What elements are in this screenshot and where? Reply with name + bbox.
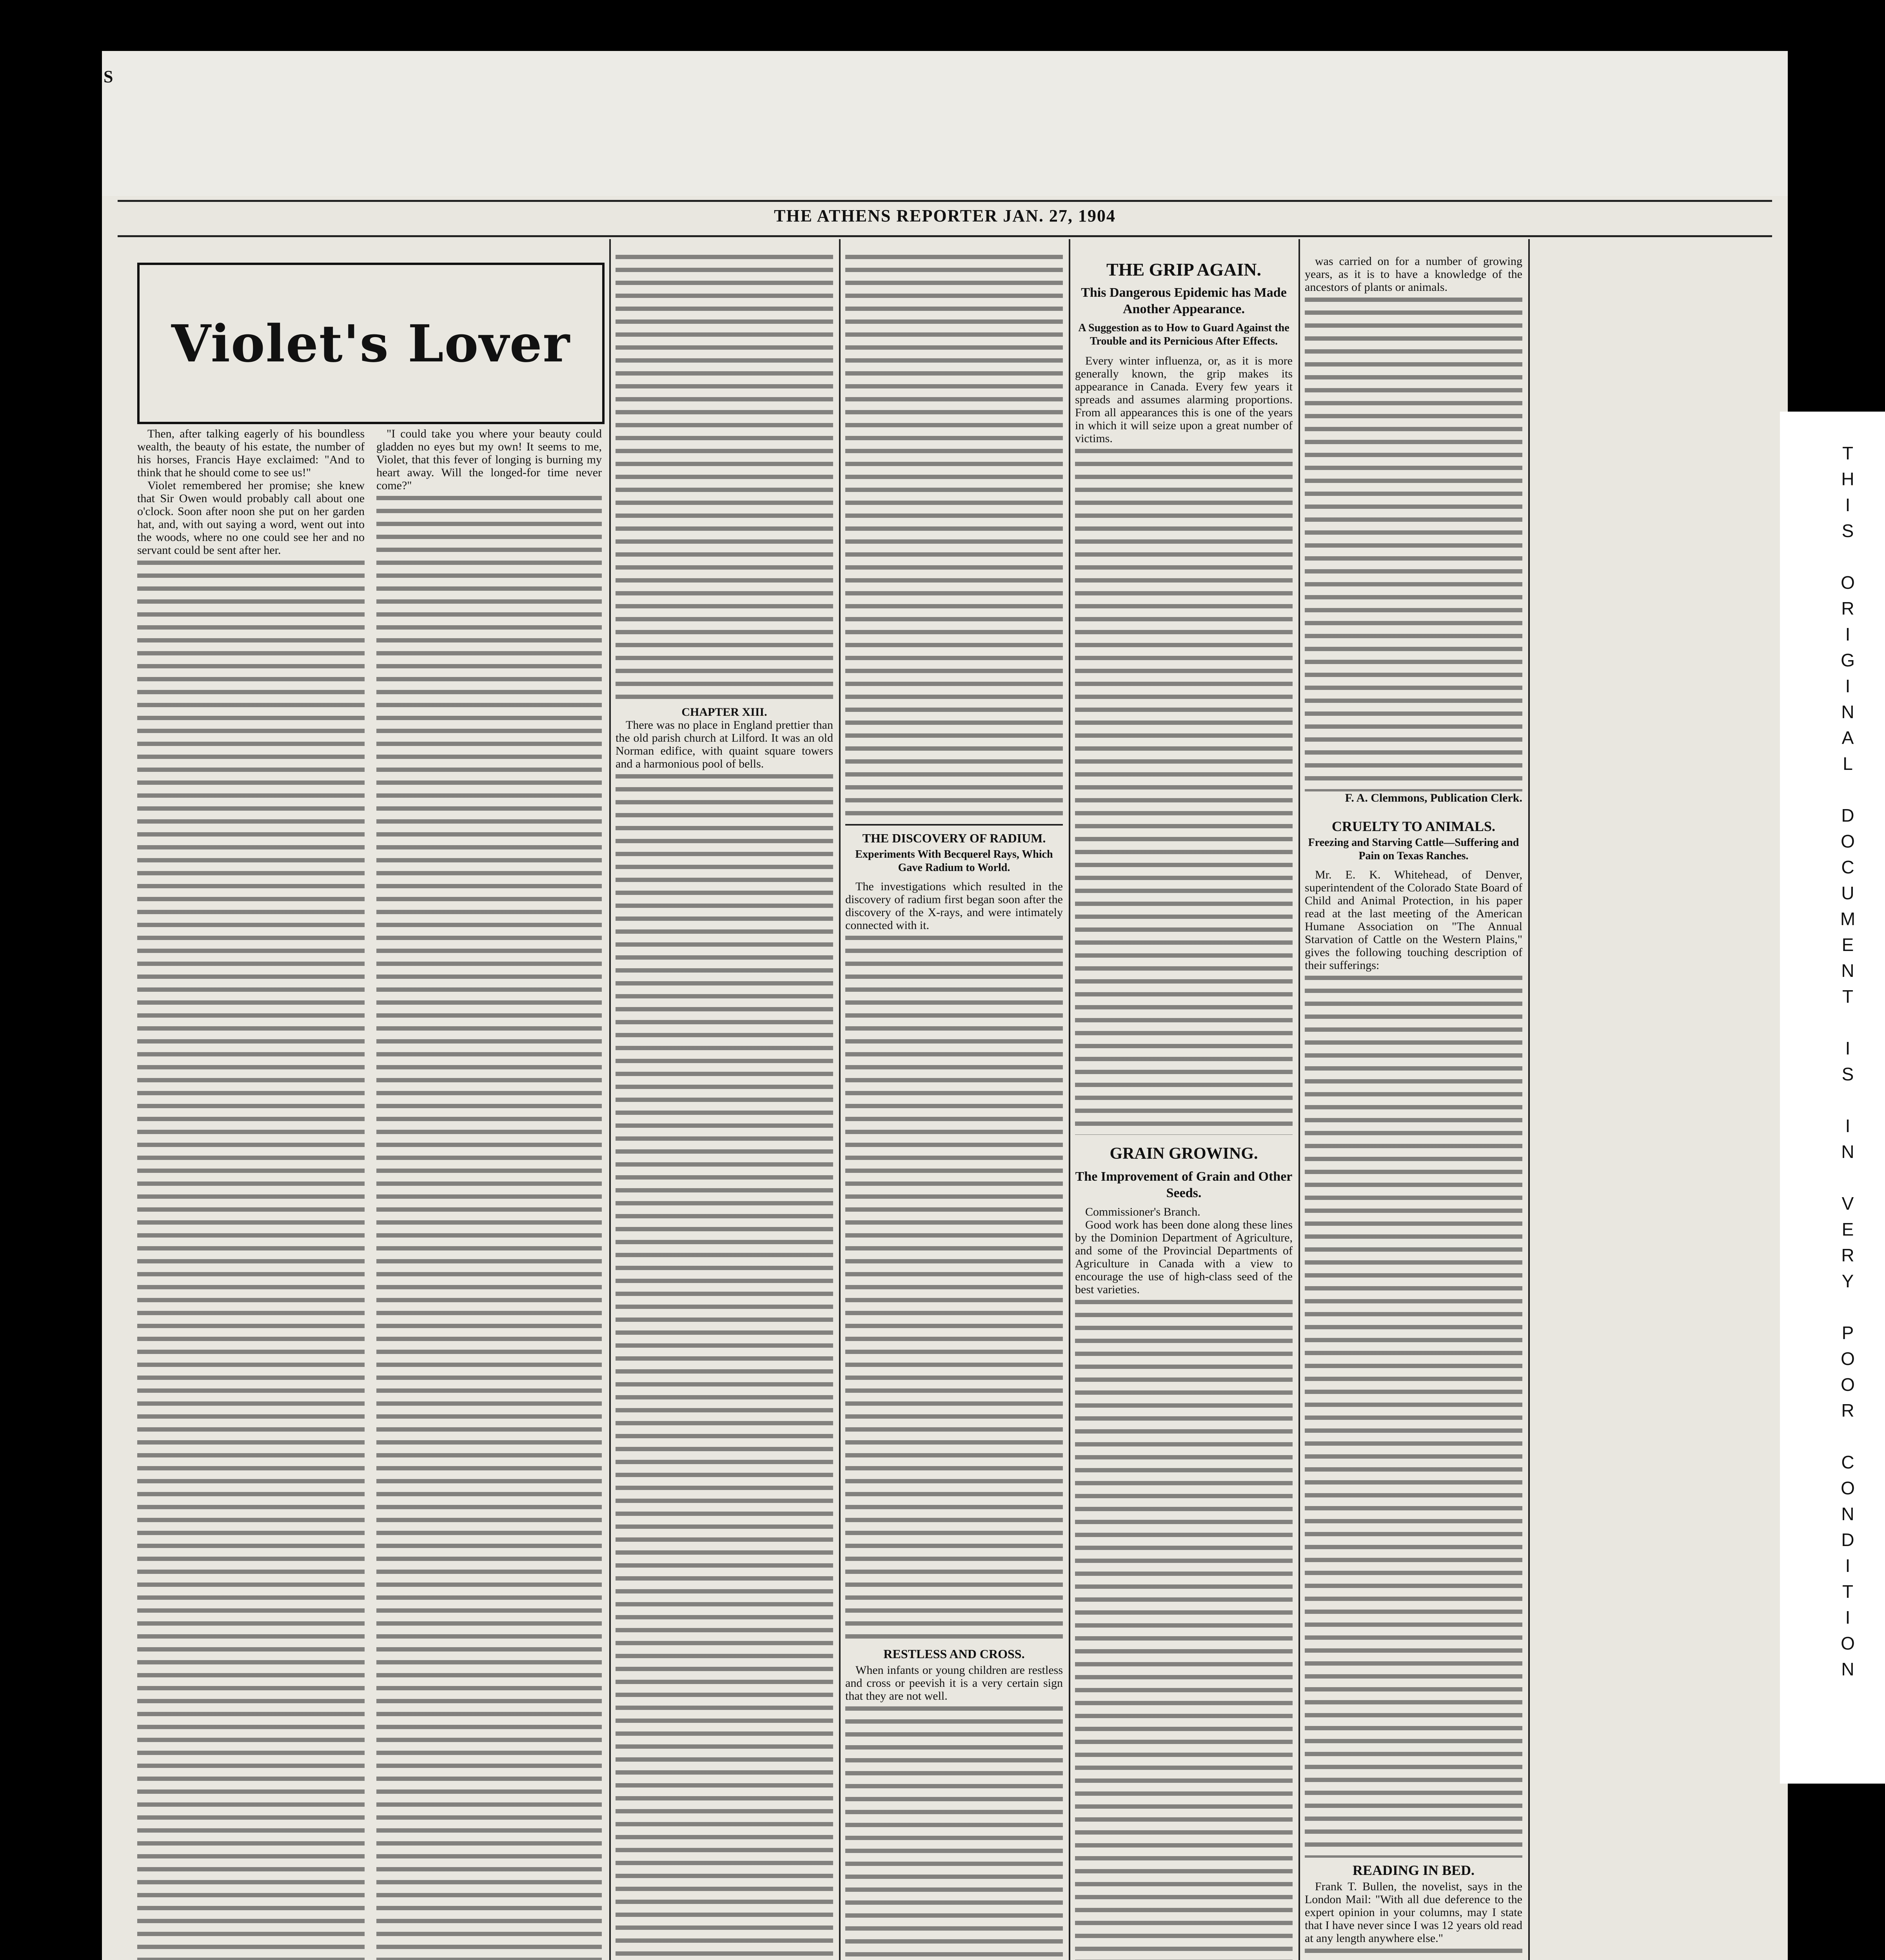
chapter-heading: CHAPTER XIII. xyxy=(681,706,767,719)
radium-title: THE DISCOVERY OF RADIUM. xyxy=(862,831,1046,845)
illegible-text-block xyxy=(845,1706,1063,1960)
story-paragraph: Violet remembered her promise; she knew that Sir Owen would probably call about one o'clock. Soon after noon she put on her garden hat, and, with out saying a word, went out into the woods, where no one could see her and no servant could be sent after her. xyxy=(137,479,365,557)
grain-text: Good work has been done along these lines by the Dominion Department of Agriculture, and some of the Provincial Departments of Agriculture in Canada with a view to encourage the use of high-class seed of the best varieties. xyxy=(1075,1218,1293,1296)
cruelty-subtitle: Freezing and Starving Cattle—Suffering and Pain on Texas Ranches. xyxy=(1308,837,1519,862)
grip-title: THE GRIP AGAIN. xyxy=(1106,260,1261,279)
restless-text: When infants or young children are restless and cross or peevish it is a very certain sign that they are not well. xyxy=(845,1664,1063,1702)
radium-text: The investigations which resulted in the discovery of radium first began soon after the discovery of the X-rays, and were intimately connected with it. xyxy=(845,880,1063,932)
illegible-text-block xyxy=(616,774,833,1960)
grip-lead: A Suggestion as to How to Guard Against the Trouble and its Pernicious After Effects. xyxy=(1078,322,1289,347)
article-divider xyxy=(845,824,1063,826)
column-4 xyxy=(845,255,1063,1960)
illegible-text-block xyxy=(616,255,833,706)
story-paragraph: There was no place in England prettier than the old parish church at Lilford. It was an old Norman edifice, with quaint square towers and a harmonious pool of bells. xyxy=(616,719,833,770)
story-column-2 xyxy=(376,427,602,1960)
story-paragraph: "I could take you where your beauty could gladden no eyes but my own! It seems to me, Violet, that this fever of longing is burning my heart away. Will the longed-for time never come?" xyxy=(376,427,602,492)
masthead: THE ATHENS REPORTER JAN. 27, 1904 xyxy=(774,206,1116,225)
page-number: S xyxy=(104,67,113,86)
story-title-box xyxy=(137,263,605,424)
story-column-1 xyxy=(137,427,365,1960)
column-rule xyxy=(609,239,611,1960)
grip-header xyxy=(1075,259,1293,348)
cruelty-title: CRUELTY TO ANIMALS. xyxy=(1331,818,1496,834)
masthead-rule-top xyxy=(118,200,1772,202)
column-rule xyxy=(1528,239,1530,1960)
seeds-signature: F. A. Clemmons, Publication Clerk. xyxy=(1345,791,1522,804)
column-rule xyxy=(1298,239,1300,1960)
reading-title: READING IN BED. xyxy=(1352,1862,1475,1878)
grain-subtitle: The Improvement of Grain and Other Seeds. xyxy=(1075,1169,1293,1200)
newspaper-page xyxy=(102,51,1788,1960)
condition-note: THIS ORIGINAL DOCUMENT IS IN VERY POOR CONDITION xyxy=(1838,443,1858,1685)
seeds-text: was carried on for a number of growing years, as it is to have a knowledge of the ancestors of plants or animals. xyxy=(1305,255,1522,294)
top-blank-margin xyxy=(102,51,1788,196)
grip-subtitle: This Dangerous Epidemic has Made Another Appearance. xyxy=(1081,285,1287,316)
illegible-text-block xyxy=(845,255,1063,819)
grip-text: Every winter influenza, or, as it is more generally known, the grip makes its appearance in Canada. Every few years it spreads and assumes alarming proportions. From all appearances this is one of the years in which it will seize upon a great number of victims. xyxy=(1075,354,1293,445)
column-rule xyxy=(1069,239,1070,1960)
illegible-text-block xyxy=(845,936,1063,1641)
illegible-text-block xyxy=(376,496,602,1960)
story-column-3 xyxy=(616,255,833,1960)
story-paragraph: Then, after talking eagerly of his boundless wealth, the beauty of his estate, the number of his horses, Francis Haye exclaimed: "And to think that he should come to see us!" xyxy=(137,427,365,479)
grain-byline: Commissioner's Branch. xyxy=(1085,1205,1200,1218)
illegible-text-block xyxy=(1075,449,1293,1135)
grain-title: GRAIN GROWING. xyxy=(1110,1145,1258,1163)
illegible-text-block xyxy=(1305,298,1522,791)
reading-text: Frank T. Bullen, the novelist, says in the London Mail: "With all due deference to the expert opinion in your columns, may I state that I have never since I was 12 years old read at any length anywhere else." xyxy=(1305,1880,1522,1945)
cruelty-text: Mr. E. K. Whitehead, of Denver, superintendent of the Colorado State Board of Child and Animal Protection, in his paper read at the last meeting of the American Humane Association on "The Annual Starvation of Cattle on the Western Plains," gives the following touching description of their sufferings: xyxy=(1305,868,1522,972)
illegible-text-block xyxy=(1305,976,1522,1858)
illegible-text-block xyxy=(137,561,365,1960)
masthead-rule-bottom xyxy=(118,235,1772,237)
column-5 xyxy=(1075,255,1293,1960)
illegible-text-block xyxy=(1075,1300,1293,1960)
story-title: Violet's Lover xyxy=(171,313,570,374)
illegible-text-block xyxy=(1305,1949,1522,1960)
column-rule xyxy=(839,239,841,1960)
radium-subtitle: Experiments With Becquerel Rays, Which Gave Radium to World. xyxy=(855,848,1053,874)
restless-title: RESTLESS AND CROSS. xyxy=(883,1647,1025,1661)
column-6 xyxy=(1305,255,1522,1960)
